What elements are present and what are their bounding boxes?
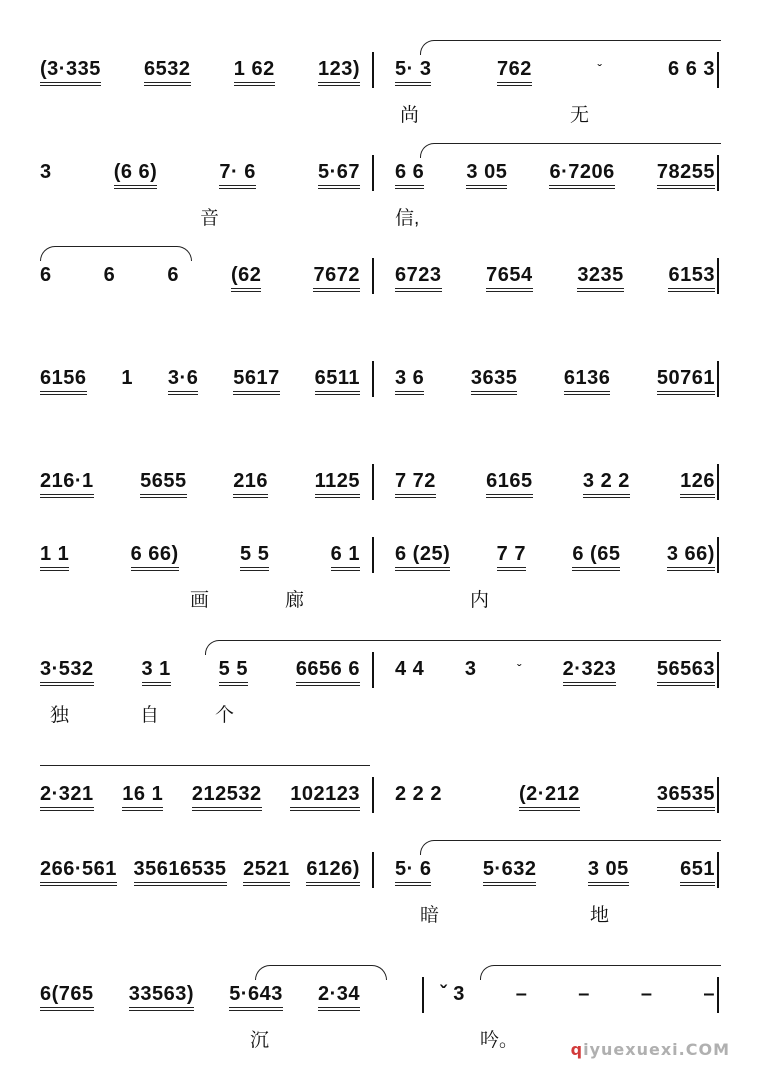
phrase-slur — [255, 965, 387, 980]
note-group: 50761 — [657, 367, 715, 400]
note-group: 6 6 3 — [668, 58, 715, 80]
note-group: 78255 — [657, 161, 715, 194]
note-group: (3·335 — [40, 58, 101, 91]
note-group: 651 — [680, 858, 715, 891]
bar-line — [717, 464, 719, 500]
note-group: 5655 — [140, 470, 187, 503]
note-group: 6126) — [306, 858, 360, 891]
note-group: 6 (25) — [395, 543, 450, 576]
note-group: 3235 — [577, 264, 624, 297]
phrase-slur — [480, 965, 721, 980]
lyric-char: 自 — [140, 705, 160, 726]
note-group: ˇ 3 — [440, 983, 465, 1005]
note-group: 3 66) — [667, 543, 715, 576]
note-group: 2·34 — [318, 983, 360, 1016]
lyric-char: 无 — [570, 105, 590, 126]
measure-right — [395, 658, 715, 691]
score-line-2 — [0, 133, 760, 233]
bar-line — [372, 361, 374, 397]
watermark — [571, 1040, 730, 1059]
note-group: 123) — [318, 58, 360, 91]
note-group: 1 1 — [40, 543, 69, 576]
bar-line — [372, 652, 374, 688]
note-group: 3·6 — [168, 367, 198, 400]
note-group: 6 — [103, 264, 116, 286]
measure-left — [40, 58, 360, 91]
note-group: 762 — [497, 58, 532, 91]
phrase-slur — [40, 246, 192, 261]
sustain-dash: – — [703, 983, 715, 1005]
bar-line — [372, 52, 374, 88]
note-group: 6153 — [668, 264, 715, 297]
note-group: (62 — [231, 264, 261, 297]
note-group: 16 1 — [122, 783, 163, 816]
lyric-char: 独 — [50, 705, 70, 726]
bar-line — [717, 852, 719, 888]
note-group: 6(765 — [40, 983, 94, 1016]
measure-right — [395, 470, 715, 503]
note-group: 3 2 2 — [583, 470, 630, 503]
sustain-dash: – — [515, 983, 528, 1005]
note-group: 3 6 — [395, 367, 424, 400]
bar-line — [717, 155, 719, 191]
note-group: 4 4 — [395, 658, 425, 680]
measure-left — [40, 367, 360, 400]
note-group: 7654 — [486, 264, 533, 297]
breath-mark: ˇ — [516, 661, 523, 677]
lyric-char: 个 — [215, 705, 235, 726]
score-line-4 — [0, 339, 760, 439]
bar-line — [372, 777, 374, 813]
note-group: 6511 — [315, 367, 360, 400]
note-group: 6165 — [486, 470, 533, 503]
note-group: 7 7 — [497, 543, 526, 576]
measure-left — [40, 858, 360, 891]
watermark-prefix: q — [570, 1040, 584, 1059]
note-group: 6 — [40, 264, 52, 286]
note-group: 7 72 — [395, 470, 436, 503]
note-group: 6723 — [395, 264, 442, 297]
note-group: 6 (65 — [572, 543, 620, 576]
note-group: 6136 — [564, 367, 611, 400]
note-group: 5 5 — [219, 658, 248, 691]
phrase-slur — [420, 40, 721, 55]
bar-line — [717, 258, 719, 294]
bar-line — [717, 652, 719, 688]
breath-mark: ˇ — [597, 61, 603, 77]
lyric-char: 尚 — [400, 105, 420, 126]
note-group: 6 1 — [331, 543, 360, 576]
lyric-char: 暗 — [420, 905, 440, 926]
note-group: 5·67 — [318, 161, 360, 194]
measure-left — [40, 161, 360, 194]
note-group: 3635 — [471, 367, 518, 400]
lyric-char: 沉 — [250, 1030, 270, 1051]
phrase-slur — [420, 143, 721, 158]
note-group: 6 — [167, 264, 179, 286]
note-group: 3 05 — [588, 858, 629, 891]
lyric-char: 画 — [190, 590, 210, 611]
measure-left — [40, 983, 360, 1016]
note-group: 3 05 — [466, 161, 507, 194]
bar-line — [717, 537, 719, 573]
measure-right — [395, 543, 715, 576]
note-group: 102123 — [290, 783, 360, 816]
note-group: 3 1 — [142, 658, 171, 691]
score-line-9 — [0, 830, 760, 930]
score-line-7 — [0, 630, 760, 730]
lyric-char: 信, — [395, 208, 420, 229]
note-group: 7672 — [313, 264, 360, 297]
note-group: 35616535 — [134, 858, 227, 891]
note-group: 5· 6 — [395, 858, 431, 891]
measure-right — [440, 983, 715, 1016]
measure-right — [395, 783, 715, 816]
measure-left — [40, 264, 360, 297]
phrase-slur — [40, 765, 370, 780]
note-group: 5·632 — [483, 858, 537, 891]
lyric-char: 吟。 — [480, 1030, 519, 1051]
note-group: 6 6 — [395, 161, 424, 194]
note-group: 2521 — [243, 858, 290, 891]
measure-right — [395, 858, 715, 891]
note-group: 6656 6 — [296, 658, 360, 691]
bar-line — [717, 361, 719, 397]
measure-right — [395, 58, 715, 91]
note-group: 6·7206 — [549, 161, 614, 194]
bar-line — [372, 464, 374, 500]
note-group: (2·212 — [519, 783, 580, 816]
bar-line — [372, 258, 374, 294]
bar-line — [372, 155, 374, 191]
note-group: (6 6) — [114, 161, 158, 194]
bar-line — [372, 852, 374, 888]
note-group: 7· 6 — [219, 161, 255, 194]
note-group: 2·323 — [563, 658, 617, 691]
note-group: 2·321 — [40, 783, 94, 816]
bar-line — [372, 537, 374, 573]
measure-right — [395, 161, 715, 194]
bar-line — [422, 977, 424, 1013]
lyric-char: 廊 — [285, 590, 305, 611]
note-group: 33563) — [129, 983, 194, 1016]
score-line-1 — [0, 30, 760, 130]
score-line-3 — [0, 236, 760, 336]
measure-left — [40, 783, 360, 816]
note-group: 6532 — [144, 58, 191, 91]
note-group: 36535 — [657, 783, 715, 816]
bar-line — [717, 977, 719, 1013]
note-group: 5·643 — [229, 983, 283, 1016]
note-group: 5· 3 — [395, 58, 431, 91]
watermark-text: iyuexuexi.COM — [583, 1040, 730, 1059]
note-group: 56563 — [657, 658, 715, 691]
note-group: 1 — [121, 367, 134, 389]
note-group: 5617 — [233, 367, 280, 400]
sustain-dash: – — [578, 983, 590, 1005]
note-group: 266·561 — [40, 858, 117, 891]
note-group: 1125 — [315, 470, 360, 503]
note-group: 1 62 — [234, 58, 275, 91]
note-group: 3 — [40, 161, 52, 183]
bar-line — [717, 777, 719, 813]
measure-left — [40, 658, 360, 691]
note-group: 6156 — [40, 367, 87, 400]
note-group: 216 — [233, 470, 268, 503]
note-group: 3 — [464, 658, 477, 680]
lyric-char: 音 — [200, 208, 220, 229]
note-group: 216·1 — [40, 470, 94, 503]
note-group: 2 2 2 — [395, 783, 442, 805]
measure-right — [395, 264, 715, 297]
phrase-slur — [420, 840, 721, 855]
measure-left — [40, 470, 360, 503]
lyric-char: 内 — [470, 590, 490, 611]
note-group: 126 — [680, 470, 715, 503]
measure-right — [395, 367, 715, 400]
bar-line — [717, 52, 719, 88]
note-group: 3·532 — [40, 658, 94, 691]
note-group: 6 66) — [131, 543, 179, 576]
measure-left — [40, 543, 360, 576]
phrase-slur — [205, 640, 721, 655]
sustain-dash: – — [640, 983, 653, 1005]
note-group: 212532 — [192, 783, 262, 816]
note-group: 5 5 — [240, 543, 269, 576]
score-line-6 — [0, 515, 760, 615]
lyric-char: 地 — [590, 905, 610, 926]
